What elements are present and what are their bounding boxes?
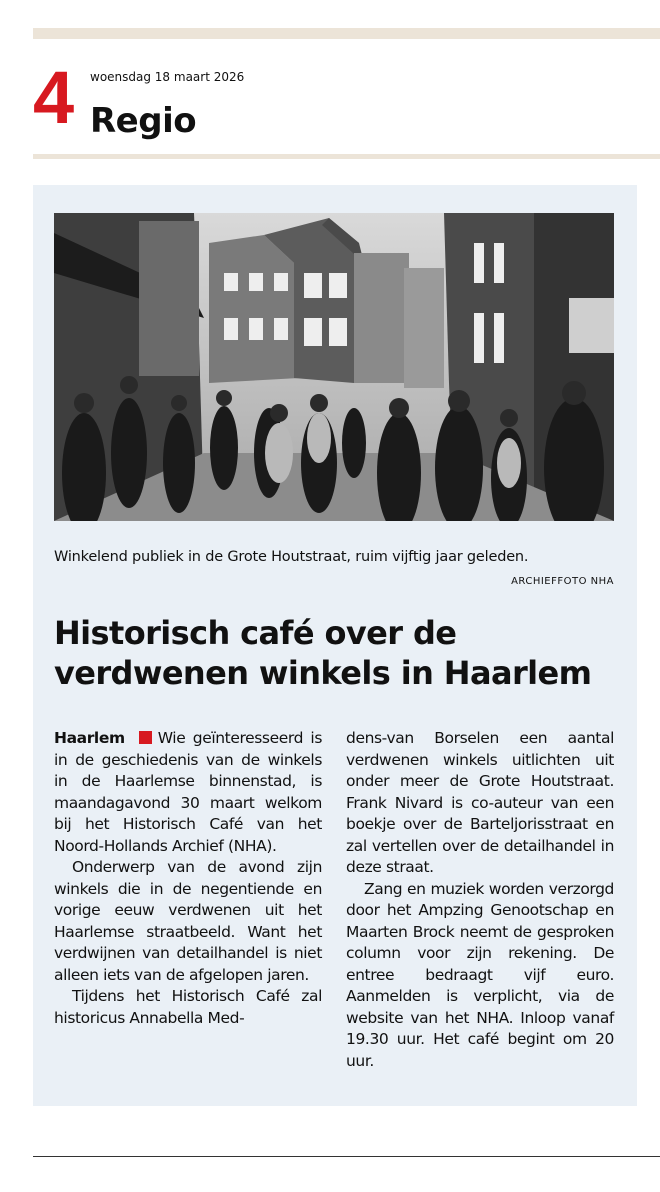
archive-photo [54,213,614,521]
article-paragraph-3: Tijdens het Historisch Café zal historicus Annabella Med- [54,987,322,1027]
photo-caption: Winkelend publiek in de Grote Houtstraat, ruim vijftig jaar geleden. [54,549,529,565]
photo-credit: ARCHIEFFOTO NHA [511,576,614,587]
dateline: Haarlem [54,729,125,747]
article-box [33,185,637,1106]
article-paragraph-1 [54,728,322,857]
article-paragraph-4: Zang en muziek worden verzorgd door het Ampzing Genootschap en Maarten Brock neemt de gesproken column voor zijn rekening. De entree bedraagt vijf euro. Aanmelden is verplicht, via de website van het NHA. Inloop vanaf 19.30 uur. Het café begint om 20 uur. [346,879,614,1070]
header-date: woensdag 18 maart 2026 [90,70,245,84]
top-rule [33,28,660,39]
page-number: 4 [33,56,73,139]
archive-street-photo-icon [54,213,614,521]
article-text: Wie geïnteresseerd is in de geschiedenis van de winkels in de Haarlemse binnenstad, is maandagavond 30 maart welkom bij het Historisch Café van het Noord-Hollands Archief (NHA). [54,729,322,855]
article-column-right [346,728,614,1072]
square-marker-icon [139,731,152,744]
article-paragraph-2: Onderwerp van de avond zijn winkels die in de negentiende en vorige eeuw verdwenen uit het Haarlemse straatbeeld. Want het verdwijnen van detailhandel is niet alleen iets van de afgelopen jaren. [54,858,322,984]
section-title: Regio [90,101,197,141]
article-headline: Historisch café over de verdwenen winkels in Haarlem [54,614,592,692]
article-column-left [54,728,322,1029]
article-paragraph-3-continued: dens-van Borselen een aantal verdwenen winkels uitlichten uit onder meer de Grote Houtstraat. Frank Nivard is co-auteur van een boekje over de Barteljorisstraat en zal vertellen over de detailhandel in deze straat. [346,729,614,876]
bottom-rule [33,1156,660,1157]
header-rule [33,154,660,159]
